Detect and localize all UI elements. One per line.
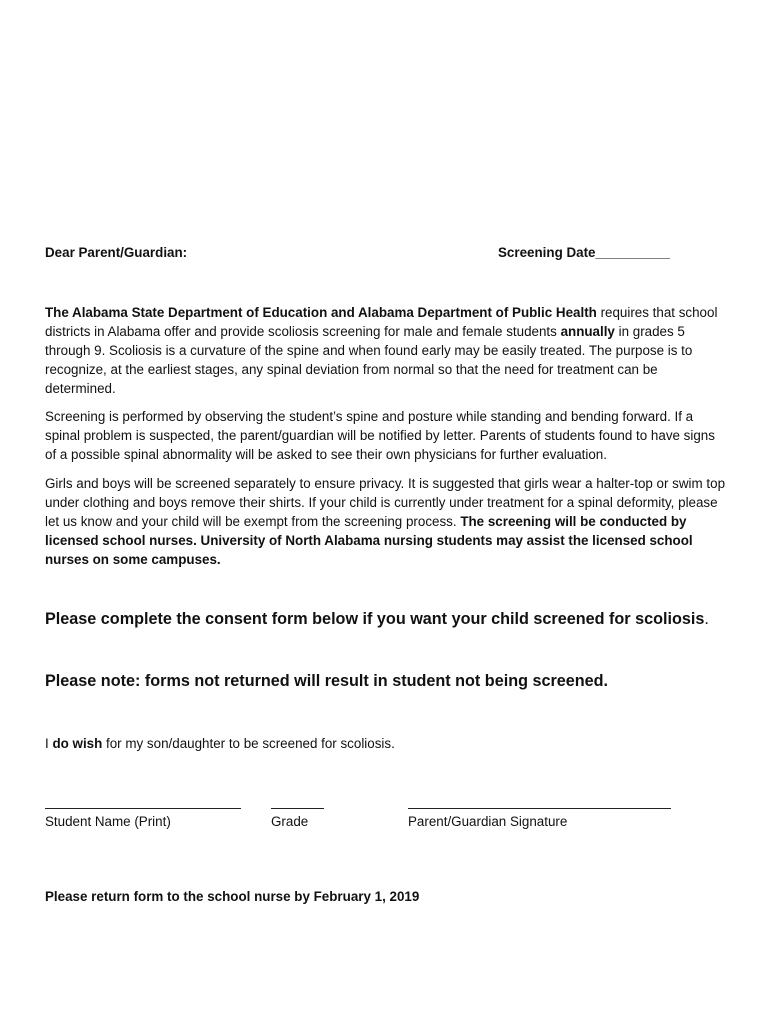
consent-instruction-text: Please complete the consent form below if you want your child screened for scoliosis [45,610,705,628]
consent-statement [45,736,395,751]
salutation: Dear Parent/Guardian: [45,245,188,260]
intro-text-a: requires that school districts in Alabama offer and provide scoliosis screening for male and female students [45,305,718,339]
student-name-line[interactable] [45,808,241,809]
privacy-paragraph [45,474,725,569]
consent-instruction-period: . [704,610,709,628]
grade-line[interactable] [271,808,324,809]
parent-signature-label: Parent/Guardian Signature [408,814,568,829]
consent-prefix: I [45,736,53,751]
return-instruction: Please return form to the school nurse by February 1, 2019 [45,889,420,904]
screening-date-blank[interactable]: __________ [595,245,670,260]
privacy-text: Girls and boys will be screened separately to ensure privacy. It is suggested that girls wear a halter-top or swim top under clothing and boys remove their shirts. If your child is currently under treatment for a spinal deformity, please let us know and your child will be exempt from the screening process. [45,476,726,529]
privacy-bold-text: The screening will be conducted by licensed school nurses. University of North Alabama nursing students may assist the licensed school nurses on some campuses. [45,514,693,567]
intro-text-b: in grades 5 through 9. Scoliosis is a curvature of the spine and when found early may be easily treated. The purpose is to recognize, at the earliest stages, any spinal deviation from normal so that the need for treatment can be determined. [45,324,693,396]
forms-not-returned-note: Please note: forms not returned will result in student not being screened. [45,672,609,690]
consent-instruction [45,610,735,629]
intro-bold-lead: The Alabama State Department of Education and Alabama Department of Public Health [45,305,597,320]
screening-date-label [498,245,670,260]
screening-paragraph: Screening is performed by observing the student’s spine and posture while standing and bending forward. If a spinal problem is suspected, the parent/guardian will be notified by letter. Parents of students found to have signs of a possible spinal abnormality will be asked to see their own physicians for further evaluation. [45,409,715,462]
screening-date-text: Screening Date [498,245,596,260]
parent-signature-line[interactable] [408,808,671,809]
intro-paragraph [45,303,725,398]
intro-bold-annually: annually [560,324,615,339]
student-name-label: Student Name (Print) [45,814,171,829]
consent-bold: do wish [52,736,103,751]
consent-suffix: for my son/daughter to be screened for scoliosis. [102,736,395,751]
grade-label: Grade [271,814,309,829]
